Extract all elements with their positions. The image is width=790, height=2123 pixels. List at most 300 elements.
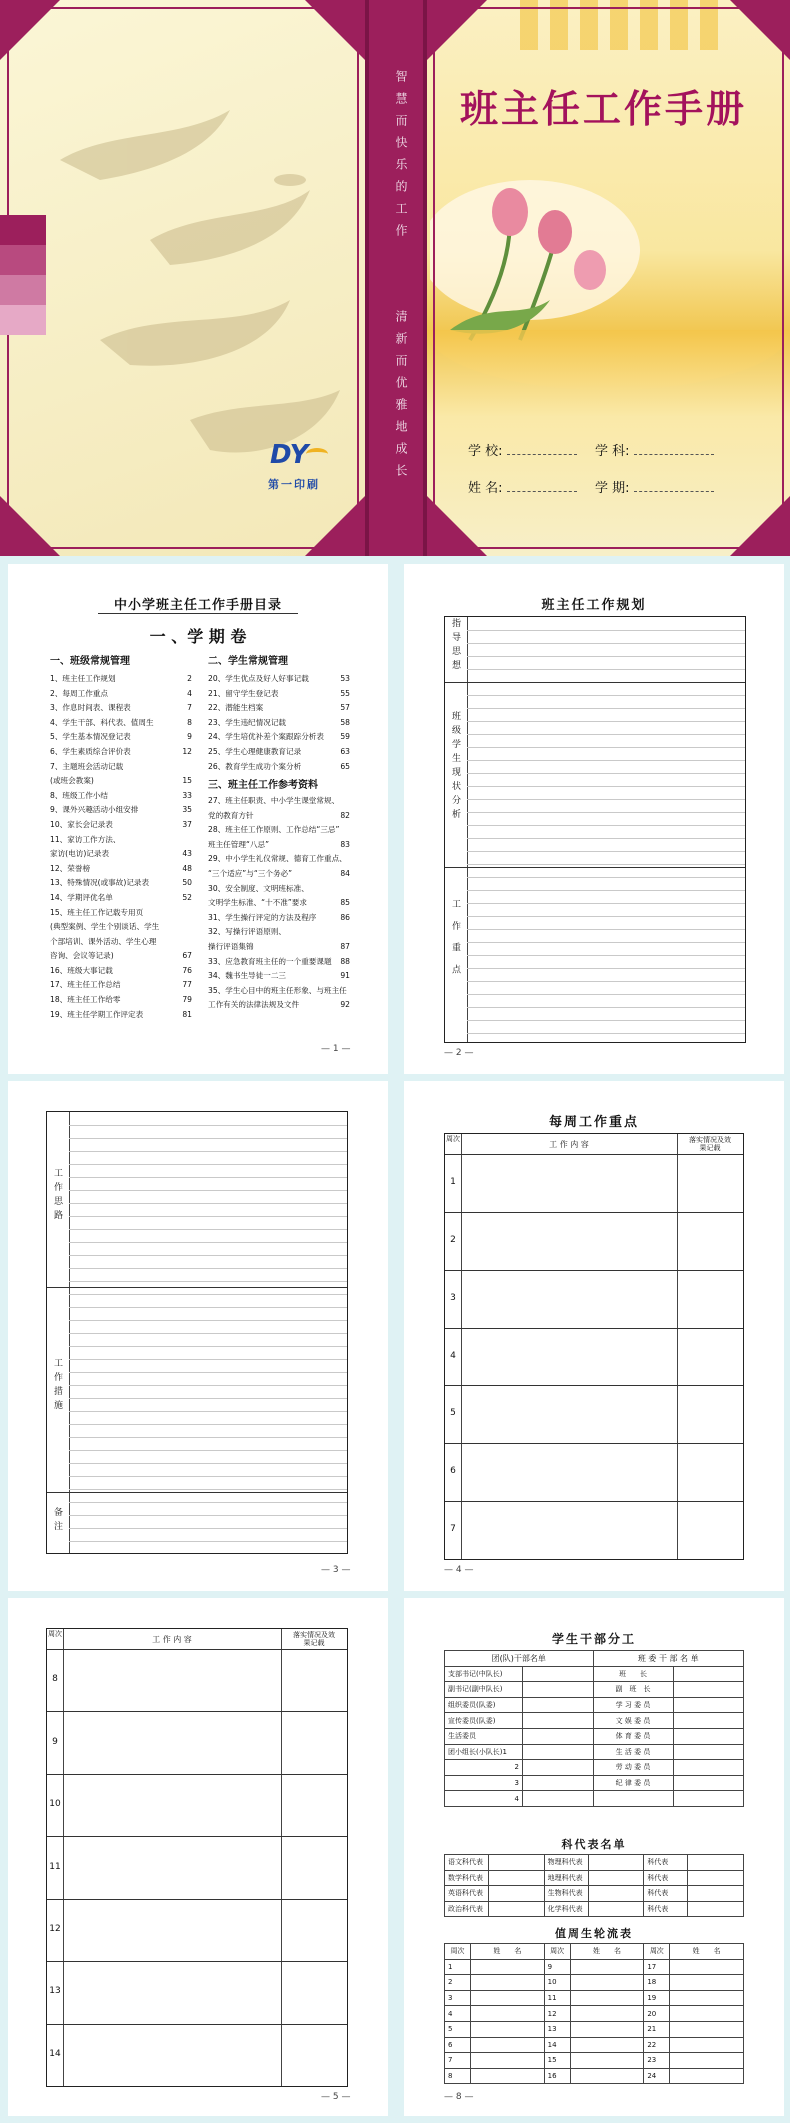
week-divider bbox=[47, 1711, 347, 1712]
ruled-line bbox=[467, 903, 745, 904]
toc-entry-text: 操行评语集锦 bbox=[208, 941, 254, 951]
toc-entry bbox=[208, 730, 350, 745]
toc-entry bbox=[208, 998, 350, 1013]
toc-entry-text: 1、班主任工作规划 bbox=[50, 674, 116, 683]
rep-title: 科代表名单 bbox=[561, 1838, 627, 1851]
publisher-name: 第一印刷 bbox=[268, 478, 320, 491]
ruled-line bbox=[69, 1528, 347, 1529]
toc-entry-page: 84 bbox=[340, 868, 350, 878]
cadre-role: 生活委员 bbox=[445, 1728, 523, 1744]
duty-week: 21 bbox=[644, 2021, 670, 2037]
duty-header-cell: 周次 bbox=[544, 1944, 570, 1960]
rep-subject: 科代表 bbox=[644, 1855, 688, 1871]
weekly-table bbox=[444, 1133, 744, 1560]
duty-week: 8 bbox=[445, 2068, 471, 2084]
ruled-line bbox=[69, 1164, 347, 1165]
toc-entry-page: 79 bbox=[182, 995, 192, 1005]
toc-entry bbox=[50, 833, 192, 848]
week-number: 8 bbox=[52, 1674, 58, 1685]
toc-entry bbox=[50, 803, 192, 818]
ruled-line bbox=[467, 630, 745, 631]
week-divider bbox=[47, 2024, 347, 2025]
duty-name-cell bbox=[570, 2068, 644, 2084]
toc-sec3: 三、班主任工作参考资料 bbox=[208, 780, 318, 791]
rep-name-cell bbox=[588, 1855, 644, 1871]
ruled-line bbox=[467, 851, 745, 852]
toc-entry bbox=[50, 818, 192, 833]
field-name-label: 姓 名: bbox=[468, 481, 503, 496]
class-name-cell bbox=[673, 1791, 744, 1807]
toc-entry-text: 11、家访工作方法、 bbox=[50, 834, 121, 844]
week-divider bbox=[445, 1270, 743, 1271]
week-divider bbox=[47, 1836, 347, 1837]
toc-entry bbox=[208, 955, 350, 970]
class-role: 体 育 委 员 bbox=[593, 1728, 673, 1744]
rep-subject: 科代表 bbox=[644, 1886, 688, 1902]
ruled-line bbox=[467, 747, 745, 748]
toc-entry-text: 32、写操行评语原则、 bbox=[208, 927, 287, 937]
duty-week: 6 bbox=[445, 2037, 471, 2053]
toc-entry bbox=[50, 920, 192, 935]
duty-week: 2 bbox=[445, 1975, 471, 1991]
toc-entry-text: 6、学生素质综合评价表 bbox=[50, 746, 131, 756]
ruled-line bbox=[69, 1437, 347, 1438]
plan-table bbox=[444, 616, 746, 1043]
header-rule bbox=[47, 1649, 347, 1650]
toc-entry bbox=[50, 964, 192, 979]
ruled-line bbox=[69, 1138, 347, 1139]
page-cadre bbox=[404, 1598, 784, 2116]
toc-entry bbox=[50, 687, 192, 702]
header-result: 落实情况及效果记载 bbox=[689, 1136, 731, 1152]
section-divider bbox=[445, 682, 745, 683]
cadre-name-cell bbox=[523, 1728, 594, 1744]
toc-entry-page: 83 bbox=[340, 839, 350, 849]
cadre-title: 学生干部分工 bbox=[551, 1632, 636, 1646]
class-role: 劳 动 委 员 bbox=[593, 1760, 673, 1776]
toc-entry-text: (或班会教案) bbox=[50, 776, 94, 786]
cadre-header-2: 班 委 干 部 名 单 bbox=[593, 1651, 744, 1667]
week-number: 10 bbox=[49, 1799, 61, 1810]
toc-entry-page: 50 bbox=[182, 878, 192, 888]
toc-entry-text: 个部培训、课外活动、学生心理 bbox=[50, 936, 157, 946]
toc-entry-page: 55 bbox=[340, 688, 350, 698]
toc-entry-text: 28、班主任工作原则、工作总结“三忌” bbox=[208, 825, 340, 835]
toc-entry-text: 34、魏书生导徒一二三 bbox=[208, 971, 287, 981]
ruled-line bbox=[69, 1307, 347, 1308]
toc-entry bbox=[208, 882, 350, 897]
ruled-line bbox=[69, 1320, 347, 1321]
toc-entry-page: 2 bbox=[187, 674, 192, 683]
ruled-line bbox=[69, 1177, 347, 1178]
toc-entry-text: 19、班主任学期工作评定表 bbox=[50, 1009, 144, 1019]
ruled-line bbox=[69, 1359, 347, 1360]
duty-row bbox=[445, 1959, 744, 1975]
ruled-line bbox=[69, 1372, 347, 1373]
toc-entry-text: 文明学生标准、“十不准”要求 bbox=[208, 898, 307, 908]
ruled-line bbox=[467, 1007, 745, 1008]
rep-row bbox=[445, 1901, 744, 1917]
cadre-name-cell bbox=[523, 1775, 594, 1791]
class-name-cell bbox=[673, 1713, 744, 1729]
cadre-row bbox=[445, 1666, 744, 1682]
duty-name-cell bbox=[570, 1990, 644, 2006]
rep-table bbox=[444, 1854, 744, 1917]
duty-week: 13 bbox=[544, 2021, 570, 2037]
rep-subject: 政治科代表 bbox=[445, 1901, 489, 1917]
toc-entry bbox=[208, 701, 350, 716]
toc-entry-text: 7、主题班会活动记载 bbox=[50, 761, 124, 771]
week-number: 7 bbox=[450, 1524, 456, 1535]
page-weekly bbox=[404, 1081, 784, 1591]
col-divider bbox=[63, 1629, 64, 2086]
rep-name-cell bbox=[489, 1870, 545, 1886]
toc-entry bbox=[208, 794, 350, 809]
toc-entry-text: 30、安全制度、文明班标准、 bbox=[208, 883, 309, 893]
toc-entry bbox=[50, 862, 192, 877]
duty-row bbox=[445, 2068, 744, 2084]
toc-entry-text: 3、作息时间表、课程表 bbox=[50, 703, 131, 713]
toc-entry-text: 家访(电访)记录表 bbox=[50, 849, 110, 859]
ruled-line bbox=[467, 812, 745, 813]
toc-entry bbox=[208, 809, 350, 824]
cadre-row bbox=[445, 1713, 744, 1729]
rep-name-cell bbox=[688, 1855, 744, 1871]
duty-name-cell bbox=[570, 1975, 644, 1991]
toc-entry-text: 26、教育学生成功个案分析 bbox=[208, 761, 302, 771]
duty-name-cell bbox=[471, 1959, 545, 1975]
toc-entry bbox=[50, 978, 192, 993]
ruled-line bbox=[69, 1333, 347, 1334]
duty-header-cell: 周次 bbox=[644, 1944, 670, 1960]
page-plan bbox=[404, 564, 784, 1074]
duty-name-cell bbox=[570, 2006, 644, 2022]
ruled-line bbox=[467, 1033, 745, 1034]
toc-entry-page: 85 bbox=[340, 898, 350, 908]
toc-entry bbox=[50, 716, 192, 731]
cover-title: 班主任工作手册 bbox=[460, 87, 748, 131]
ruled-line bbox=[467, 669, 745, 670]
toc-entry bbox=[50, 906, 192, 921]
toc-entry-page: 48 bbox=[182, 863, 192, 873]
toc-entry-page: 58 bbox=[340, 717, 350, 727]
toc-entry-page: 52 bbox=[182, 892, 192, 902]
toc-entry bbox=[208, 911, 350, 926]
cadre-role: 宣传委员(队委) bbox=[445, 1713, 523, 1729]
toc-entry-page: 57 bbox=[340, 703, 350, 713]
toc-entry-text: 23、学生违纪情况记载 bbox=[208, 717, 287, 727]
toc-entry-text: 25、学生心理健康教育记录 bbox=[208, 746, 302, 756]
col-divider bbox=[461, 1134, 462, 1559]
cadre-name-cell bbox=[523, 1744, 594, 1760]
ruled-line bbox=[69, 1346, 347, 1347]
page-5 bbox=[8, 1598, 388, 2116]
toc-entry-text: 27、班主任职责、中小学生课堂常规、 bbox=[208, 796, 340, 805]
rep-subject: 语文科代表 bbox=[445, 1855, 489, 1871]
page-toc bbox=[8, 564, 388, 1074]
toc-entry-text: 8、班级工作小结 bbox=[50, 790, 108, 800]
duty-week: 7 bbox=[445, 2053, 471, 2069]
toc-entry bbox=[50, 949, 192, 964]
toc-entry bbox=[50, 760, 192, 775]
rep-subject: 物理科代表 bbox=[544, 1855, 588, 1871]
ruled-line bbox=[467, 968, 745, 969]
duty-name-cell bbox=[670, 2053, 744, 2069]
rep-name-cell bbox=[688, 1886, 744, 1902]
ruled-line bbox=[69, 1255, 347, 1256]
duty-week: 20 bbox=[644, 2006, 670, 2022]
toc-entry-page: 8 bbox=[187, 717, 192, 727]
ruled-line bbox=[69, 1515, 347, 1516]
toc-entry-text: 17、班主任工作总结 bbox=[50, 980, 121, 990]
toc-entry bbox=[50, 1008, 192, 1023]
ruled-line bbox=[69, 1294, 347, 1295]
p5-table bbox=[46, 1628, 348, 2087]
toc-entry-page: 91 bbox=[340, 971, 350, 981]
ruled-line bbox=[69, 1476, 347, 1477]
section-divider bbox=[47, 1492, 347, 1493]
cadre-header-1: 团(队)干部名单 bbox=[445, 1651, 594, 1667]
duty-name-cell bbox=[471, 2006, 545, 2022]
toc-entry-page: 12 bbox=[182, 746, 192, 756]
page-number: — 2 — bbox=[444, 1048, 474, 1058]
rep-name-cell bbox=[588, 1870, 644, 1886]
toc-entry bbox=[50, 789, 192, 804]
toc-entry bbox=[208, 984, 350, 999]
duty-week: 23 bbox=[644, 2053, 670, 2069]
duty-week: 5 bbox=[445, 2021, 471, 2037]
week-divider bbox=[445, 1443, 743, 1444]
ruled-line bbox=[467, 708, 745, 709]
duty-name-cell bbox=[570, 2021, 644, 2037]
class-name-cell bbox=[673, 1682, 744, 1698]
duty-name-cell bbox=[670, 1975, 744, 1991]
cadre-role: 4 bbox=[445, 1791, 523, 1807]
toc-entry-text: 16、班级大事记载 bbox=[50, 965, 113, 975]
toc-entry-text: 14、学期评优名单 bbox=[50, 892, 113, 902]
ruled-line bbox=[69, 1398, 347, 1399]
toc-entry-text: 22、潜能生档案 bbox=[208, 703, 264, 713]
cadre-row bbox=[445, 1728, 744, 1744]
duty-row bbox=[445, 2053, 744, 2069]
toc-entry-text: 党的教育方针 bbox=[208, 810, 254, 820]
duty-row bbox=[445, 1990, 744, 2006]
ruled-line bbox=[69, 1450, 347, 1451]
toc-entry-text: 35、学生心目中的班主任形象、与班主任 bbox=[208, 985, 347, 995]
ruled-line bbox=[69, 1242, 347, 1243]
toc-sec1: 一、班级常规管理 bbox=[50, 656, 130, 667]
duty-name-cell bbox=[471, 2021, 545, 2037]
ruled-line bbox=[69, 1229, 347, 1230]
duty-header-cell: 周次 bbox=[445, 1944, 471, 1960]
rep-row bbox=[445, 1886, 744, 1902]
toc-entry-page: 53 bbox=[340, 674, 350, 683]
ruled-line bbox=[467, 838, 745, 839]
ruled-line bbox=[69, 1151, 347, 1152]
page-3 bbox=[8, 1081, 388, 1591]
toc-entry-text: “三个适应”与“三个务必” bbox=[208, 868, 293, 878]
ruled-line bbox=[467, 1020, 745, 1021]
duty-row bbox=[445, 2037, 744, 2053]
toc-entry-text: 班主任管理“八忌” bbox=[208, 839, 270, 849]
toc-entry bbox=[208, 823, 350, 838]
ruled-line bbox=[69, 1541, 347, 1542]
header-week: 周次 bbox=[446, 1135, 460, 1143]
toc-entry-page: 81 bbox=[182, 1009, 192, 1019]
duty-week: 3 bbox=[445, 1990, 471, 2006]
section-label: 工作思路 bbox=[52, 1167, 62, 1224]
rep-subject: 科代表 bbox=[644, 1901, 688, 1917]
ruled-line bbox=[69, 1125, 347, 1126]
toc-entry bbox=[208, 925, 350, 940]
duty-week: 10 bbox=[544, 1975, 570, 1991]
section-label: 指导思想 bbox=[450, 617, 460, 674]
week-number: 1 bbox=[450, 1176, 456, 1187]
week-number: 14 bbox=[49, 2048, 61, 2059]
ruled-line bbox=[69, 1424, 347, 1425]
cadre-row bbox=[445, 1682, 744, 1698]
toc-entry bbox=[50, 876, 192, 891]
toc-entry-text: 12、荣誉榜 bbox=[50, 863, 91, 873]
class-role: 副 班 长 bbox=[593, 1682, 673, 1698]
duty-header-cell: 姓 名 bbox=[471, 1944, 545, 1960]
toc-entry-text: 13、特殊情况(或事故)记录表 bbox=[50, 878, 150, 888]
cadre-role: 副书记(副中队长) bbox=[445, 1682, 523, 1698]
field-term-label: 学 期: bbox=[595, 481, 630, 496]
rep-subject: 英语科代表 bbox=[445, 1886, 489, 1902]
class-name-cell bbox=[673, 1666, 744, 1682]
toc-entry-text: 10、家长会记录表 bbox=[50, 819, 113, 829]
cadre-row bbox=[445, 1775, 744, 1791]
toc-entry bbox=[50, 672, 192, 687]
rep-row bbox=[445, 1870, 744, 1886]
ruled-line bbox=[467, 721, 745, 722]
week-number: 2 bbox=[450, 1234, 456, 1245]
duty-week: 17 bbox=[644, 1959, 670, 1975]
toc-entry bbox=[208, 969, 350, 984]
rep-name-cell bbox=[489, 1886, 545, 1902]
duty-name-cell bbox=[670, 1990, 744, 2006]
header-content: 工 作 内 容 bbox=[152, 1635, 192, 1644]
toc-entry-page: 76 bbox=[182, 965, 192, 975]
duty-week: 1 bbox=[445, 1959, 471, 1975]
toc-entry-page: 65 bbox=[340, 761, 350, 771]
ruled-line bbox=[467, 981, 745, 982]
duty-week: 24 bbox=[644, 2068, 670, 2084]
weekly-title: 每周工作重点 bbox=[548, 1115, 639, 1130]
section-label: 工 作 重 点 bbox=[450, 898, 460, 979]
ruled-line bbox=[467, 786, 745, 787]
duty-header-cell: 姓 名 bbox=[570, 1944, 644, 1960]
toc-entry bbox=[50, 774, 192, 789]
rep-subject: 地理科代表 bbox=[544, 1870, 588, 1886]
ruled-line bbox=[467, 825, 745, 826]
section-label: 工作措施 bbox=[52, 1357, 62, 1414]
toc-entry bbox=[208, 760, 350, 775]
duty-week: 16 bbox=[544, 2068, 570, 2084]
ruled-line bbox=[467, 994, 745, 995]
rep-name-cell bbox=[588, 1886, 644, 1902]
rep-subject: 科代表 bbox=[644, 1870, 688, 1886]
ruled-line bbox=[467, 656, 745, 657]
duty-week: 19 bbox=[644, 1990, 670, 2006]
toc-left-list bbox=[50, 672, 192, 1022]
cadre-row bbox=[445, 1697, 744, 1713]
cadre-name-cell bbox=[523, 1666, 594, 1682]
field-subject-label: 学 科: bbox=[595, 444, 630, 459]
duty-row bbox=[445, 1975, 744, 1991]
duty-name-cell bbox=[670, 2021, 744, 2037]
ruled-line bbox=[69, 1203, 347, 1204]
class-role: 学 习 委 员 bbox=[593, 1697, 673, 1713]
toc-entry-text: 咨询、会议等记录) bbox=[50, 951, 114, 961]
toc-entry-page: 33 bbox=[182, 790, 192, 800]
toc-title: 中小学班主任工作手册目录 bbox=[113, 598, 282, 613]
cadre-role: 2 bbox=[445, 1760, 523, 1776]
ruled-line bbox=[467, 942, 745, 943]
duty-name-cell bbox=[471, 2037, 545, 2053]
cadre-row bbox=[445, 1760, 744, 1776]
duty-week: 15 bbox=[544, 2053, 570, 2069]
toc-entry-text: (典型案例、学生个别谈话、学生 bbox=[50, 922, 160, 932]
page-number: — 3 — bbox=[321, 1565, 351, 1575]
toc-entry-page: 37 bbox=[182, 819, 192, 829]
ruled-line bbox=[69, 1268, 347, 1269]
duty-name-cell bbox=[570, 2037, 644, 2053]
week-divider bbox=[47, 1774, 347, 1775]
header-content: 工 作 内 容 bbox=[549, 1140, 589, 1149]
week-number: 3 bbox=[450, 1292, 456, 1303]
toc-entry-page: 59 bbox=[340, 732, 350, 742]
p3-table bbox=[46, 1111, 348, 1554]
toc-entry-text: 9、课外兴趣活动小组安排 bbox=[50, 805, 139, 815]
toc-entry-text: 4、学生干部、科代表、值周生 bbox=[50, 717, 154, 727]
ruled-line bbox=[69, 1489, 347, 1490]
toc-entry bbox=[208, 838, 350, 853]
toc-volume: 一 、学 期 卷 bbox=[149, 627, 247, 646]
rep-name-cell bbox=[688, 1901, 744, 1917]
spine-text-left: 智慧而快乐的工作 bbox=[394, 70, 408, 246]
header-rule bbox=[445, 1154, 743, 1155]
field-school-label: 学 校: bbox=[468, 444, 503, 459]
week-divider bbox=[445, 1328, 743, 1329]
duty-table bbox=[444, 1943, 744, 2084]
cadre-name-cell bbox=[523, 1760, 594, 1776]
toc-entry bbox=[208, 687, 350, 702]
toc-entry-page: 77 bbox=[182, 980, 192, 990]
toc-entry-page: 43 bbox=[182, 849, 192, 859]
toc-title-rule bbox=[98, 613, 298, 614]
week-number: 9 bbox=[52, 1736, 58, 1747]
ruled-line bbox=[69, 1190, 347, 1191]
rep-name-cell bbox=[588, 1901, 644, 1917]
toc-entry bbox=[208, 896, 350, 911]
toc-entry-text: 5、学生基本情况登记表 bbox=[50, 732, 131, 742]
toc-entry bbox=[50, 745, 192, 760]
toc-entry-text: 2、每周工作重点 bbox=[50, 688, 108, 698]
cadre-name-cell bbox=[523, 1791, 594, 1807]
toc-entry-text: 24、学生培优补差个案跟踪分析表 bbox=[208, 732, 324, 742]
class-role: 班 长 bbox=[593, 1666, 673, 1682]
toc-entry-page: 88 bbox=[340, 956, 350, 966]
duty-row bbox=[445, 2006, 744, 2022]
toc-right-list-2 bbox=[208, 794, 350, 1013]
duty-name-cell bbox=[570, 1959, 644, 1975]
toc-entry bbox=[50, 935, 192, 950]
toc-entry-page: 35 bbox=[182, 805, 192, 815]
ruled-line bbox=[467, 773, 745, 774]
toc-entry bbox=[208, 672, 350, 687]
